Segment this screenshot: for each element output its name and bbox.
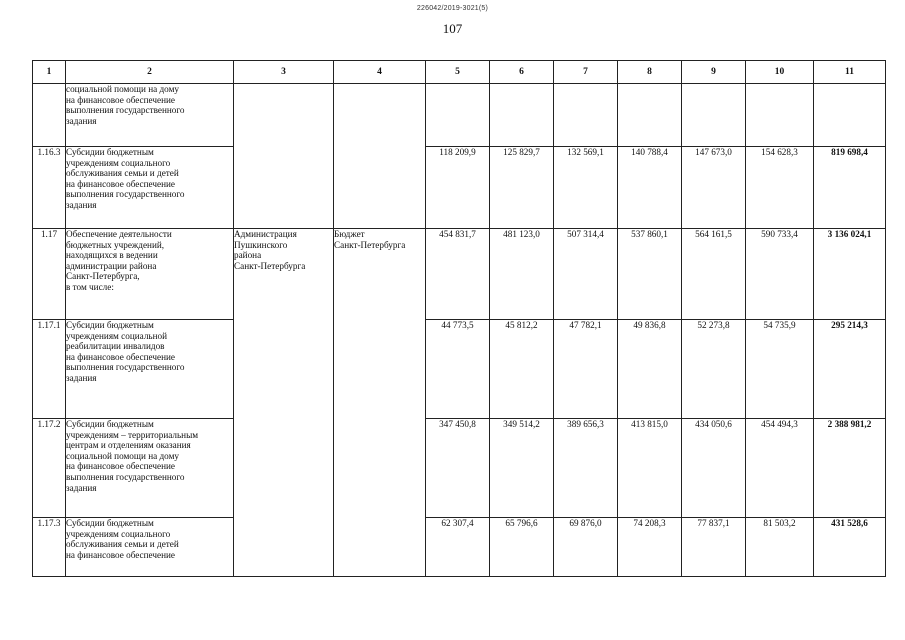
row-code: 1.16.3 [33,147,66,229]
source-cell: Бюджет Санкт-Петербурга [334,229,426,577]
column-header: 4 [334,61,426,84]
total-cell: 295 214,3 [814,320,886,419]
value-cell: 140 788,4 [618,147,682,229]
value-cell [554,84,618,147]
value-cell: 65 796,6 [490,518,554,577]
value-cell: 54 735,9 [746,320,814,419]
column-header: 11 [814,61,886,84]
value-cell [490,84,554,147]
row-description: социальной помощи на дому на финансовое обеспечение выполнения государственного задания [66,84,234,147]
value-cell: 69 876,0 [554,518,618,577]
value-cell: 389 656,3 [554,419,618,518]
value-cell: 590 733,4 [746,229,814,320]
row-description: Субсидии бюджетным учреждениям – территориальным центрам и отделениям оказания социальной помощи на дому на финансовое обеспечение выполнения государственного задания [66,419,234,518]
value-cell: 564 161,5 [682,229,746,320]
column-header: 2 [66,61,234,84]
table-row [33,147,886,229]
value-cell: 154 628,3 [746,147,814,229]
value-cell: 81 503,2 [746,518,814,577]
header-row [33,61,886,84]
value-cell: 413 815,0 [618,419,682,518]
value-cell: 77 837,1 [682,518,746,577]
table-row [33,320,886,419]
row-description: Субсидии бюджетным учреждениям социальной реабилитации инвалидов на финансовое обеспечение выполнения государственного задания [66,320,234,419]
value-cell: 454 831,7 [426,229,490,320]
total-cell: 819 698,4 [814,147,886,229]
row-code: 1.17.2 [33,419,66,518]
table-row [33,229,886,320]
value-cell: 47 782,1 [554,320,618,419]
value-cell: 52 273,8 [682,320,746,419]
value-cell: 537 860,1 [618,229,682,320]
value-cell: 132 569,1 [554,147,618,229]
value-cell: 118 209,9 [426,147,490,229]
row-code: 1.17 [33,229,66,320]
value-cell: 347 450,8 [426,419,490,518]
value-cell: 45 812,2 [490,320,554,419]
column-header: 10 [746,61,814,84]
page-number: 107 [442,21,463,36]
source-cell [334,84,426,229]
row-description: Обеспечение деятельности бюджетных учреждений, находящихся в ведении администрации района Санкт-Петербурга, в том числе: [66,229,234,320]
value-cell [746,84,814,147]
total-cell: 431 528,6 [814,518,886,577]
table-row [33,419,886,518]
value-cell [426,84,490,147]
row-code: 1.17.3 [33,518,66,577]
value-cell: 434 050,6 [682,419,746,518]
column-header: 7 [554,61,618,84]
row-code [33,84,66,147]
value-cell: 507 314,4 [554,229,618,320]
total-cell: 3 136 024,1 [814,229,886,320]
column-header: 5 [426,61,490,84]
value-cell [682,84,746,147]
row-description: Субсидии бюджетным учреждениям социального обслуживания семьи и детей на финансовое обеспечение выполнения государственного задания [66,147,234,229]
value-cell: 44 773,5 [426,320,490,419]
value-cell: 125 829,7 [490,147,554,229]
column-header: 8 [618,61,682,84]
total-cell: 2 388 981,2 [814,419,886,518]
document-id: 226042/2019-3021(5) [416,5,489,12]
column-header: 9 [682,61,746,84]
value-cell [618,84,682,147]
row-code: 1.17.1 [33,320,66,419]
value-cell: 74 208,3 [618,518,682,577]
executor-cell: Администрация Пушкинского района Санкт-Петербурга [234,229,334,577]
value-cell: 147 673,0 [682,147,746,229]
column-header: 6 [490,61,554,84]
value-cell: 62 307,4 [426,518,490,577]
column-header: 3 [234,61,334,84]
column-header: 1 [33,61,66,84]
total-cell [814,84,886,147]
budget-table [32,60,886,577]
value-cell: 349 514,2 [490,419,554,518]
value-cell: 454 494,3 [746,419,814,518]
table-row [33,84,886,147]
value-cell: 481 123,0 [490,229,554,320]
row-description: Субсидии бюджетным учреждениям социального обслуживания семьи и детей на финансовое обеспечение [66,518,234,577]
value-cell: 49 836,8 [618,320,682,419]
table-row [33,518,886,577]
executor-cell [234,84,334,229]
